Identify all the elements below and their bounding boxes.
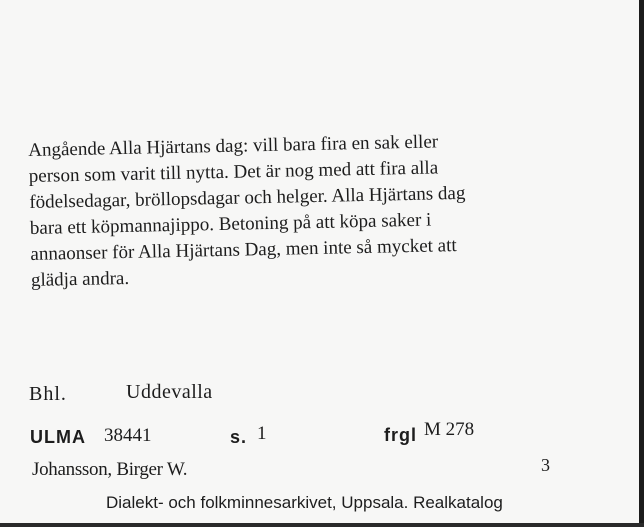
body-line: Angående Alla Hjärtans dag: vill bara fira en sak eller [28, 131, 439, 161]
page-number: 1 [257, 423, 267, 444]
body-line: person som varit till nytta. Det är nog med att fira alla [28, 157, 439, 187]
accession-number: 38441 [104, 425, 152, 446]
body-line: annaonser för Alla Hjärtans Dag, men inte så mycket att [30, 235, 457, 265]
informant-name: Johansson, Birger W. [32, 459, 188, 480]
card-body-text [28, 126, 611, 294]
archive-label: ULMA [30, 427, 86, 447]
card-number: 3 [541, 455, 550, 475]
body-line: bara ett köpmannajippo. Betoning på att köpa saker i [29, 209, 432, 239]
archive-footer: Dialekt- och folkminnesarkivet, Uppsala. Realkatalog [106, 493, 503, 512]
page-label: s. [230, 427, 248, 447]
questionnaire-number: M 278 [424, 419, 475, 440]
card-edge-bottom [0, 523, 644, 527]
place-name: Uddevalla [126, 381, 213, 403]
body-line: födelsedagar, bröllopsdagar och helger. Alla Hjärtans dag [29, 182, 466, 213]
card-edge-right [639, 0, 644, 527]
questionnaire-label: frgl [384, 425, 417, 445]
place-abbreviation: Bhl. [29, 383, 67, 405]
body-line: glädja andra. [30, 267, 130, 291]
